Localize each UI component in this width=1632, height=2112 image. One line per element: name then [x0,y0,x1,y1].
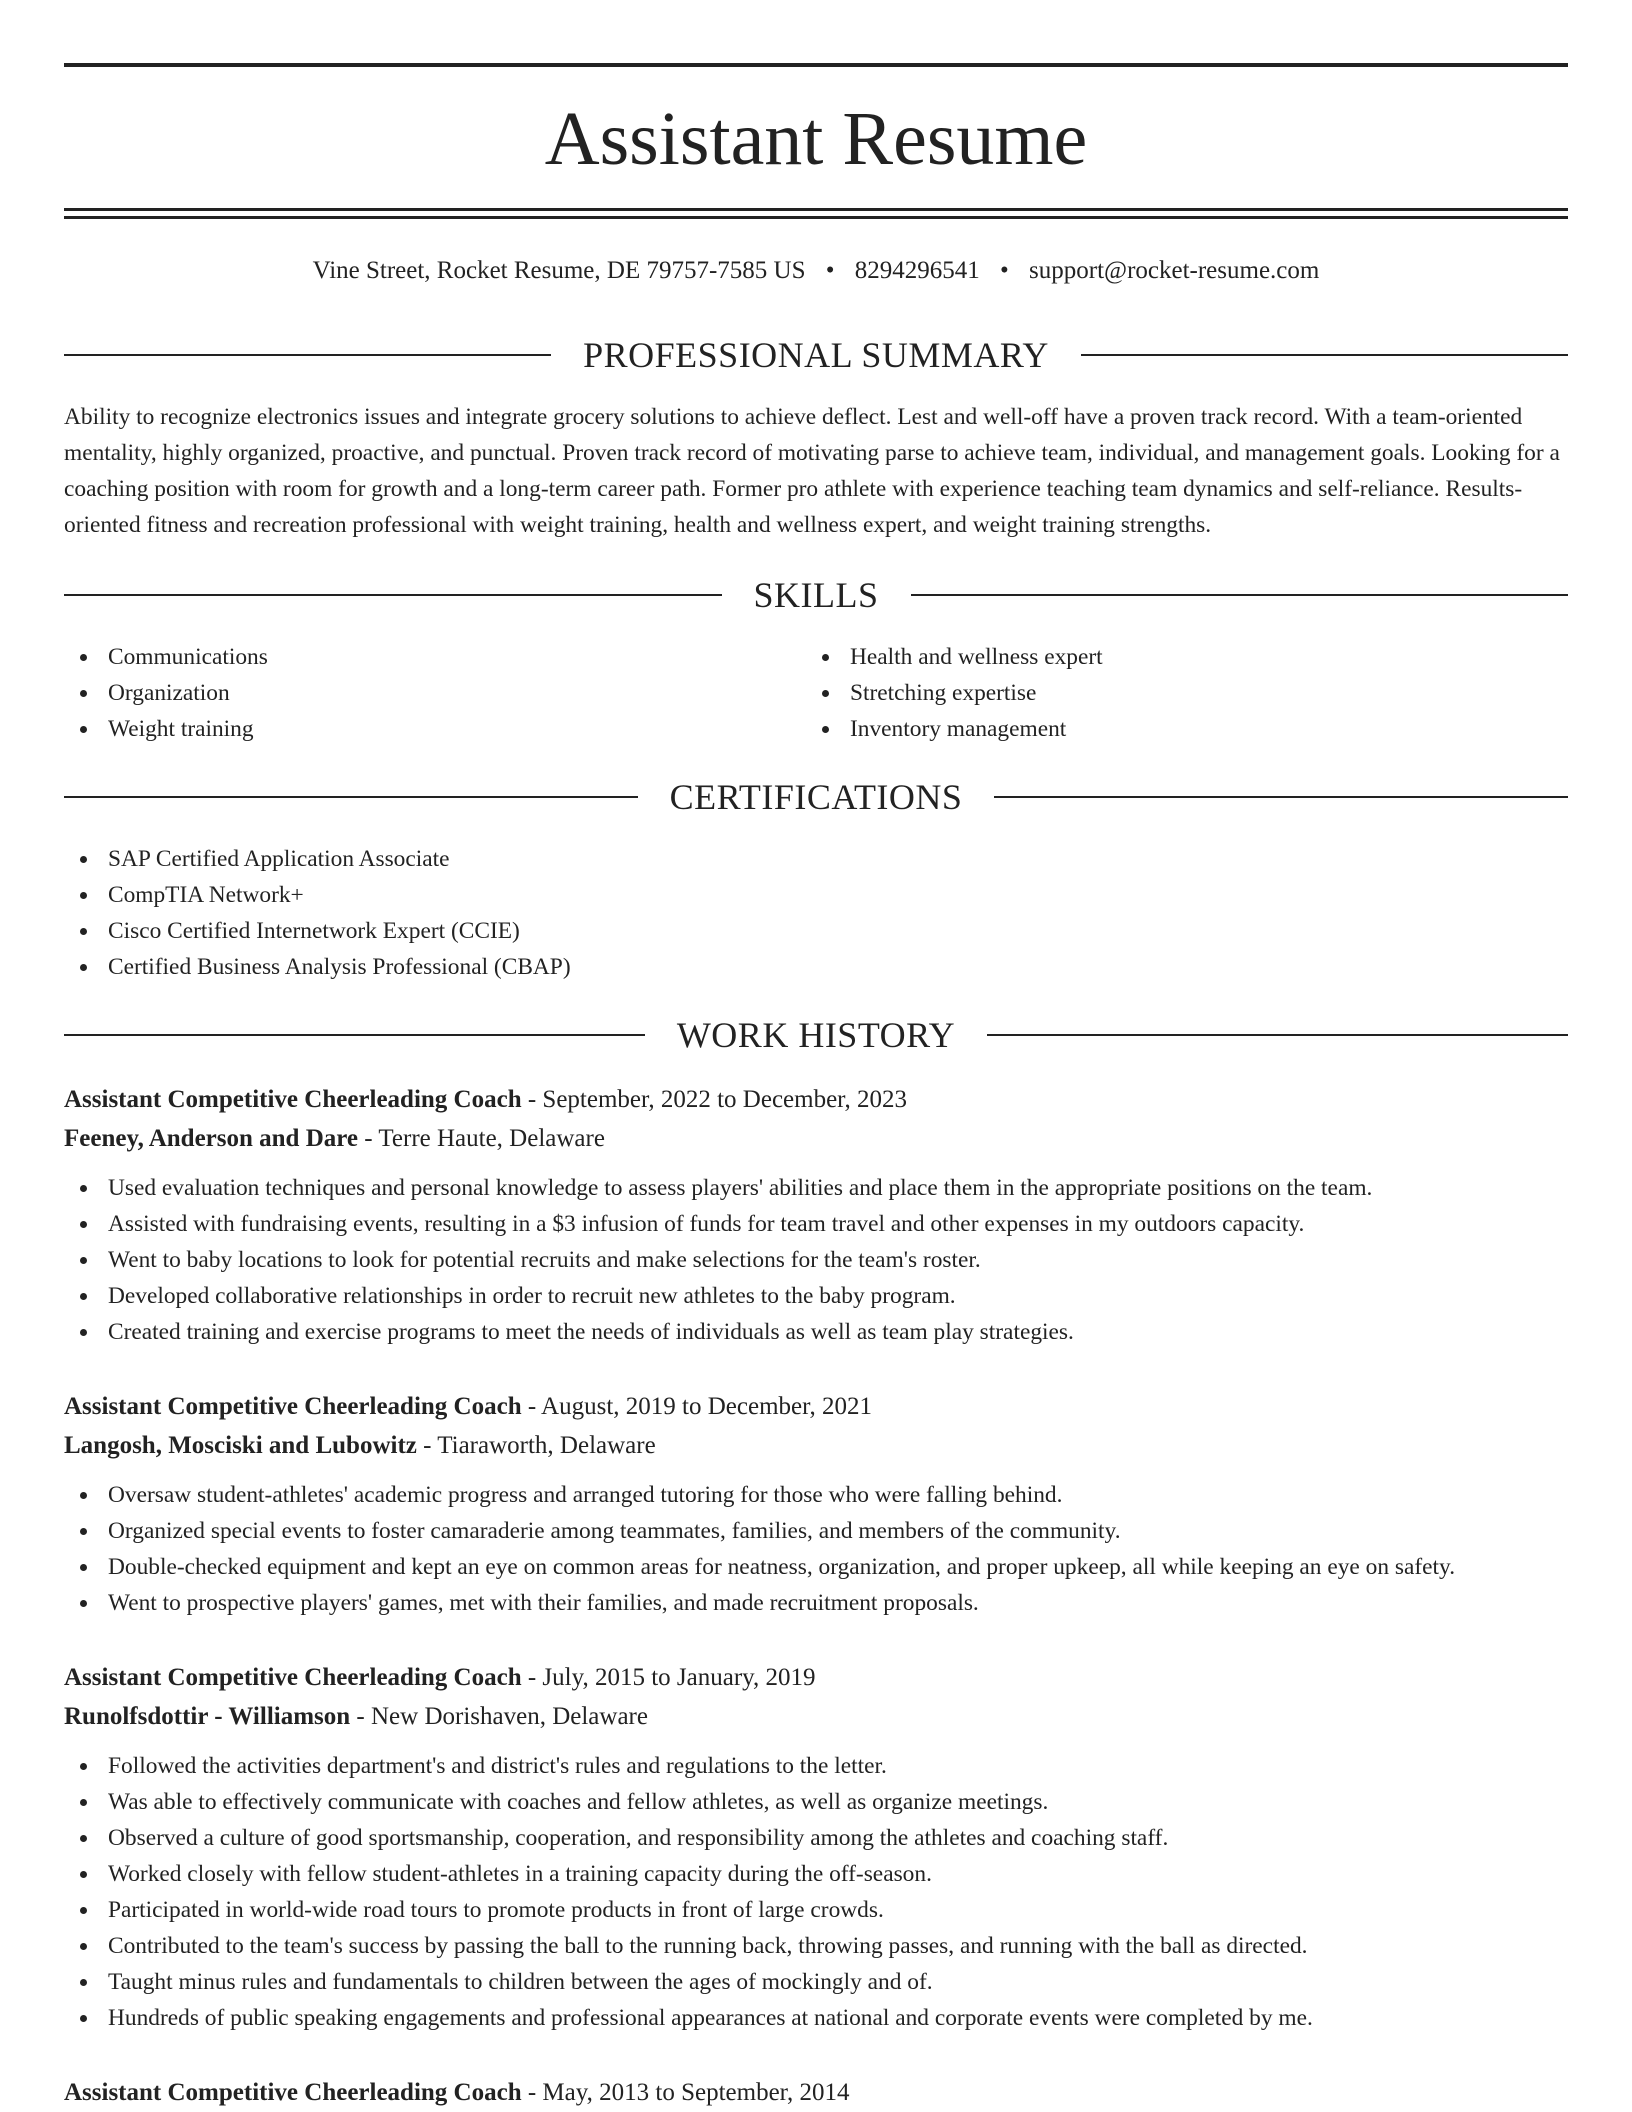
resume-title: Assistant Resume [544,97,1088,181]
summary-text: Ability to recognize electronics issues and integrate grocery solutions to achieve deflect. Lest and well-off have a proven track record. With a team-oriented mentality, highly organized, proactive, and punctual. Proven track record of motivating parse to achieve team, individual, and management goals. Looking for a coaching position with room for growth and a long-term career path. Former pro athlete with experience teaching team dynamics and self-reliance. Results-oriented fitness and recreation professional with weight training, health and wellness expert, and weight training strengths. [64,404,1560,538]
job-entry [64,2073,1568,2112]
job-bullet: Contributed to the team's success by passing the ball to the running back, throwing passes, and running with the ball as directed. [64,1928,1568,1964]
job-dates: - September, 2022 to December, 2023 [521,1086,907,1113]
skills-right-column [806,639,1506,747]
skill-item: Organization [64,675,764,711]
job-location: - Tiaraworth, Delaware [416,1432,656,1459]
heading-rule-right [994,796,1568,798]
skill-item: Weight training [64,711,764,747]
job-company: Feeney, Anderson and Dare [64,1125,358,1152]
job-bullet: Went to prospective players' games, met with their families, and made recruitment proposals. [64,1585,1568,1621]
certification-item: CompTIA Network+ [64,877,1568,913]
job-location: - New Dorishaven, Delaware [350,1703,648,1730]
heading-rule-left [64,354,551,356]
job-bullet: Assisted with fundraising events, resulting in a $3 infusion of funds for team travel and other expenses in my outdoors capacity. [64,1206,1568,1242]
header-double-rule-lower [64,216,1568,219]
certification-item: SAP Certified Application Associate [64,841,1568,877]
work-history-heading-label: WORK HISTORY [676,1015,956,1055]
work-history-heading [64,1014,1568,1056]
certification-item: Cisco Certified Internetwork Expert (CCIE) [64,913,1568,949]
certifications-list [64,841,1568,985]
contact-address: Vine Street, Rocket Resume, DE 79757-7585 US [312,257,806,284]
job-bullet: Participated in world-wide road tours to promote products in front of large crowds. [64,1892,1568,1928]
job-title: Assistant Competitive Cheerleading Coach [64,1393,522,1420]
certification-item: Certified Business Analysis Professional (CBAP) [64,949,1568,985]
summary-heading [64,334,1568,376]
skills-heading [64,574,1568,616]
header-top-rule [64,63,1568,67]
contact-email: support@rocket-resume.com [1029,257,1320,284]
job-title-line [64,1658,1568,1697]
contact-separator: • [825,257,835,284]
heading-rule-right [1081,354,1568,356]
skills-left-column [64,639,764,747]
job-company-line [64,1119,1568,1158]
job-entry [64,1387,1568,1621]
heading-rule-right [911,594,1569,596]
job-bullet: Was able to effectively communicate with coaches and fellow athletes, as well as organize meetings. [64,1784,1568,1820]
job-bullet: Taught minus rules and fundamentals to children between the ages of mockingly and of. [64,1964,1568,2000]
job-bullet: Oversaw student-athletes' academic progress and arranged tutoring for those who were falling behind. [64,1477,1568,1513]
job-company: Langosh, Mosciski and Lubowitz [64,1432,417,1459]
skill-item: Communications [64,639,764,675]
skill-item: Inventory management [806,711,1506,747]
job-title: Assistant Competitive Cheerleading Coach [64,1664,522,1691]
job-bullet: Created training and exercise programs to meet the needs of individuals as well as team play strategies. [64,1314,1568,1350]
skill-item: Stretching expertise [806,675,1506,711]
contact-phone: 8294296541 [854,257,980,284]
job-bullet: Used evaluation techniques and personal knowledge to assess players' abilities and place them in the appropriate positions on the team. [64,1170,1568,1206]
job-bullet: Followed the activities department's and district's rules and regulations to the letter. [64,1748,1568,1784]
job-dates: - August, 2019 to December, 2021 [521,1393,872,1420]
job-title-line [64,1387,1568,1426]
job-bullet: Worked closely with fellow student-athletes in a training capacity during the off-season. [64,1856,1568,1892]
job-bullet: Went to baby locations to look for potential recruits and make selections for the team's roster. [64,1242,1568,1278]
job-company-line [64,1697,1568,1736]
skills-heading-label: SKILLS [753,575,879,615]
job-title-line [64,2073,1568,2112]
job-entry [64,1658,1568,2036]
job-dates: - May, 2013 to September, 2014 [521,2079,850,2106]
job-bullet: Hundreds of public speaking engagements and professional appearances at national and corporate events were completed by me. [64,2000,1568,2036]
job-title: Assistant Competitive Cheerleading Coach [64,2079,522,2106]
summary-heading-label: PROFESSIONAL SUMMARY [583,335,1049,375]
heading-rule-left [64,1034,645,1036]
job-dates: - July, 2015 to January, 2019 [521,1664,816,1691]
job-entry [64,1080,1568,1350]
contact-separator: • [1000,257,1009,284]
job-title: Assistant Competitive Cheerleading Coach [64,1086,522,1113]
contact-line [64,256,1568,286]
certifications-heading [64,776,1568,818]
skill-item: Health and wellness expert [806,639,1506,675]
job-title-line [64,1080,1568,1119]
job-bullet: Double-checked equipment and kept an eye on common areas for neatness, organization, and proper upkeep, all while keeping an eye on safety. [64,1549,1568,1585]
certifications-heading-label: CERTIFICATIONS [669,777,963,817]
heading-rule-left [64,796,638,798]
job-bullet: Organized special events to foster camaraderie among teammates, families, and members of the community. [64,1513,1568,1549]
heading-rule-right [987,1034,1568,1036]
job-location: - Terre Haute, Delaware [358,1125,605,1152]
job-company-line [64,1426,1568,1465]
header-double-rule-upper [64,208,1568,211]
heading-rule-left [64,594,722,596]
job-bullet: Developed collaborative relationships in order to recruit new athletes to the baby program. [64,1278,1568,1314]
job-company: Runolfsdottir - Williamson [64,1703,351,1730]
job-bullet: Observed a culture of good sportsmanship, cooperation, and responsibility among the athletes and coaching staff. [64,1820,1568,1856]
